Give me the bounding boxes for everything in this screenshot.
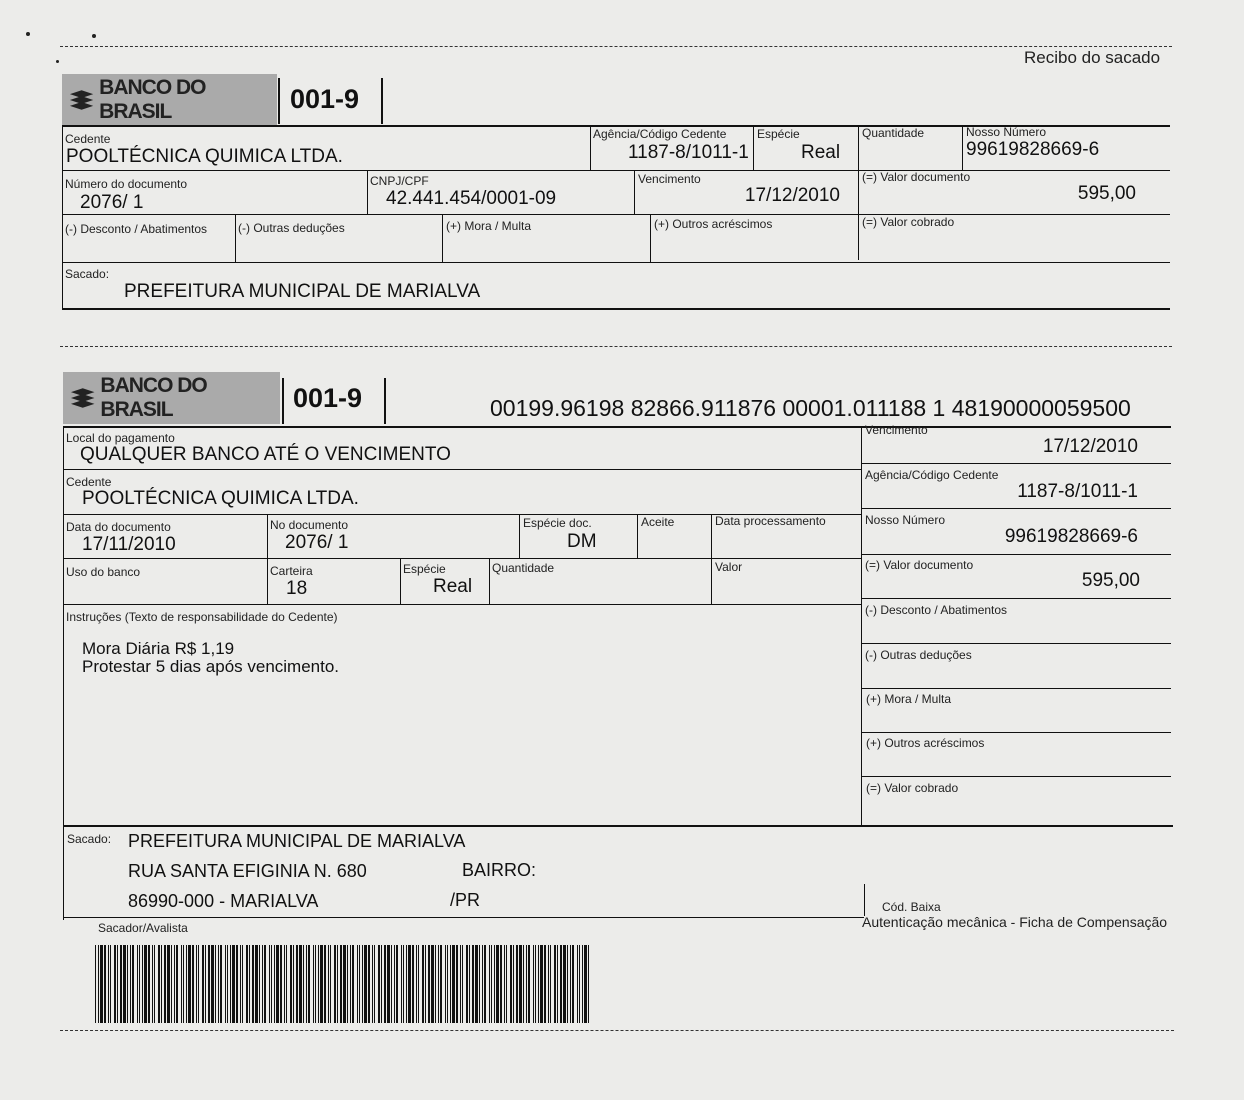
barcode-bar <box>579 945 580 1023</box>
label-cod-baixa: Cód. Baixa <box>882 900 941 914</box>
label-valor-cobrado: (=) Valor cobrado <box>862 215 955 229</box>
label-outras-deducoes-ficha: (-) Outras deduções <box>865 648 972 662</box>
barcode-bar <box>286 945 287 1023</box>
barcode-bar <box>570 945 571 1023</box>
barcode-bar <box>372 945 373 1023</box>
barcode-bar <box>318 945 319 1023</box>
barcode-bar <box>452 945 455 1023</box>
barcode-bar <box>403 945 404 1023</box>
label-cedente: Cedente <box>65 132 111 146</box>
barcode-bar <box>269 945 270 1023</box>
value-sacado-nome: PREFEITURA MUNICIPAL DE MARIALVA <box>128 831 466 851</box>
barcode-bar <box>108 945 109 1023</box>
barcode-bar <box>246 945 248 1023</box>
label-agencia-codigo: Agência/Código Cedente <box>593 127 727 141</box>
barcode-bar <box>350 945 351 1023</box>
label-especie: Espécie <box>757 127 800 141</box>
barcode-bar <box>104 945 106 1023</box>
barcode-bar <box>513 945 514 1023</box>
bank-code: 001-9 <box>293 383 363 413</box>
label-valor-documento: (=) Valor documento <box>862 170 971 184</box>
barcode-bar <box>252 945 254 1023</box>
barcode-bar <box>280 945 282 1023</box>
barcode-bar <box>406 945 407 1023</box>
value-sacado-uf: /PR <box>450 890 481 910</box>
label-outros-acrescimos: (+) Outros acréscimos <box>654 217 773 231</box>
value-cedente: POOLTÉCNICA QUIMICA LTDA. <box>66 146 343 167</box>
recibo-header-title: Recibo do sacado <box>1024 48 1161 67</box>
barcode-bar <box>510 945 512 1023</box>
barcode-bar <box>148 945 150 1023</box>
barcode-bar <box>588 945 589 1023</box>
barcode-bar <box>164 945 166 1023</box>
barcode-bar <box>299 945 302 1023</box>
barcode-bar <box>523 945 524 1023</box>
barcode-bar <box>391 945 392 1023</box>
barcode-bar <box>425 945 426 1023</box>
barcode-bar <box>174 945 175 1023</box>
barcode-bar <box>506 945 507 1023</box>
barcode-bar <box>293 945 294 1023</box>
barcode-bar <box>435 945 436 1023</box>
barcode-bar <box>100 945 103 1023</box>
barcode-bar <box>489 945 490 1023</box>
barcode-bar <box>447 945 448 1023</box>
barcode-bar <box>192 945 194 1023</box>
label-no-documento: No documento <box>270 518 349 532</box>
value-nosso-numero: 99619828669-6 <box>966 139 1100 160</box>
label-mora-multa: (+) Mora / Multa <box>446 219 532 233</box>
barcode-bar <box>428 945 430 1023</box>
barcode-bar <box>368 945 370 1023</box>
value-carteira: 18 <box>286 578 308 599</box>
banco-do-brasil-logo-icon <box>68 88 95 112</box>
barcode-bar <box>284 945 285 1023</box>
value-sacado-cidade: 86990-000 - MARIALVA <box>128 891 319 911</box>
barcode-bar <box>362 945 363 1023</box>
barcode-bar <box>560 945 562 1023</box>
barcode-bar <box>95 945 96 1023</box>
barcode-bar <box>240 945 241 1023</box>
barcode-bar <box>482 945 483 1023</box>
barcode-bar <box>496 945 499 1023</box>
barcode-bar <box>242 945 243 1023</box>
barcode-bar <box>271 945 272 1023</box>
value-valor-documento: 595,00 <box>1077 183 1136 204</box>
bank-logo-ficha <box>63 372 280 424</box>
barcode-bar <box>519 945 522 1023</box>
value-cnpj-cpf: 42.441.454/0001-09 <box>386 188 557 209</box>
label-desconto-ficha: (-) Desconto / Abatimentos <box>865 603 1008 617</box>
barcode-bar <box>114 945 116 1023</box>
label-mora-multa-ficha: (+) Mora / Multa <box>866 692 952 706</box>
label-data-documento: Data do documento <box>66 520 171 534</box>
label-carteira: Carteira <box>270 564 313 578</box>
barcode-bar <box>255 945 258 1023</box>
bank-logo <box>62 74 277 126</box>
barcode-bar <box>422 945 424 1023</box>
value-cedente-ficha: POOLTÉCNICA QUIMICA LTDA. <box>82 488 359 509</box>
barcode-bar <box>526 945 527 1023</box>
label-valor-cobrado-ficha: (=) Valor cobrado <box>866 781 959 795</box>
barcode-bar <box>567 945 568 1023</box>
linha-digitavel: 00199.96198 82866.911876 00001.011188 1 48190000059500 <box>490 395 1131 421</box>
barcode-bar <box>359 945 360 1023</box>
barcode-bar <box>220 945 222 1023</box>
barcode-bar <box>274 945 275 1023</box>
barcode-bar <box>479 945 480 1023</box>
value-especie: Real <box>801 142 841 163</box>
barcode-bar <box>264 945 266 1023</box>
barcode-bar <box>320 945 323 1023</box>
barcode-bar <box>364 945 367 1023</box>
label-outros-acrescimos-ficha: (+) Outros acréscimos <box>866 736 985 750</box>
barcode-bar <box>144 945 147 1023</box>
value-vencimento: 17/12/2010 <box>744 185 840 206</box>
value-bairro-label: BAIRRO: <box>462 860 537 880</box>
barcode-bar <box>408 945 411 1023</box>
barcode-bar <box>431 945 434 1023</box>
barcode-bar <box>500 945 502 1023</box>
barcode-bar <box>557 945 558 1023</box>
barcode-bar <box>475 945 478 1023</box>
barcode-bar <box>544 945 546 1023</box>
label-numero-documento: Número do documento <box>65 177 188 191</box>
bank-code: 001-9 <box>290 84 360 114</box>
label-local-pagamento: Local do pagamento <box>66 431 175 445</box>
label-uso-banco: Uso do banco <box>66 565 141 579</box>
barcode-bar <box>378 945 380 1023</box>
barcode-bar <box>516 945 518 1023</box>
barcode-bar <box>196 945 197 1023</box>
barcode-bar <box>535 945 536 1023</box>
cut-line-bottom <box>60 1030 1174 1031</box>
label-data-processamento: Data processamento <box>715 514 826 528</box>
barcode-bar <box>181 945 182 1023</box>
barcode-bar <box>202 945 204 1023</box>
banco-do-brasil-logo-icon <box>69 386 96 410</box>
barcode-bar <box>218 945 219 1023</box>
barcode-bar <box>445 945 446 1023</box>
label-especie-doc: Espécie doc. <box>523 516 592 530</box>
barcode-bar <box>548 945 549 1023</box>
barcode-bar <box>117 945 118 1023</box>
instrucao-mora-diaria: Mora Diária R$ 1,19 <box>82 639 235 658</box>
barcode-bar <box>484 945 486 1023</box>
value-agencia-codigo: 1187-8/1011-1 <box>628 142 749 163</box>
barcode-bar <box>466 945 468 1023</box>
barcode-bar <box>303 945 304 1023</box>
label-nosso-numero: Nosso Número <box>966 125 1047 139</box>
barcode-bar <box>110 945 111 1023</box>
barcode-bar <box>330 945 331 1023</box>
barcode-bar <box>401 945 402 1023</box>
barcode-bar <box>139 945 140 1023</box>
label-quantidade-ficha: Quantidade <box>492 561 555 575</box>
barcode-bar <box>384 945 386 1023</box>
barcode-bar <box>340 945 342 1023</box>
value-data-documento: 17/11/2010 <box>82 534 176 555</box>
barcode-bar <box>572 945 574 1023</box>
barcode-bar <box>137 945 138 1023</box>
barcode-bar <box>171 945 172 1023</box>
barcode-bar <box>347 945 348 1023</box>
barcode-bar <box>130 945 131 1023</box>
barcode-bar <box>412 945 414 1023</box>
barcode-bar <box>343 945 346 1023</box>
barcode-bar <box>456 945 458 1023</box>
barcode-bar <box>161 945 162 1023</box>
barcode-bar <box>211 945 214 1023</box>
barcode-bar <box>418 945 419 1023</box>
barcode-bar <box>186 945 187 1023</box>
barcode-bar <box>337 945 338 1023</box>
barcode-bar <box>396 945 398 1023</box>
barcode-bar <box>440 945 442 1023</box>
barcode-bar <box>540 945 543 1023</box>
barcode-bar <box>132 945 134 1023</box>
label-sacado: Sacado: <box>65 267 110 281</box>
barcode-bar <box>460 945 461 1023</box>
label-aceite: Aceite <box>641 515 675 529</box>
barcode-bar <box>416 945 417 1023</box>
barcode-bar <box>550 945 551 1023</box>
barcode-bar <box>472 945 474 1023</box>
label-nosso-numero-ficha: Nosso Número <box>865 513 946 527</box>
value-especie-doc: DM <box>567 531 597 552</box>
label-sacador-avalista: Sacador/Avalista <box>98 921 188 935</box>
label-valor-documento-ficha: (=) Valor documento <box>865 558 974 572</box>
barcode-bar <box>154 945 155 1023</box>
label-sacado-ficha: Sacado: <box>67 832 112 846</box>
barcode-bar <box>328 945 329 1023</box>
barcode-bar <box>249 945 250 1023</box>
barcode-bar <box>582 945 583 1023</box>
barcode-bar <box>533 945 534 1023</box>
barcode-bar <box>198 945 199 1023</box>
paper-speck <box>92 34 96 38</box>
barcode-bar <box>450 945 451 1023</box>
barcode-bar <box>387 945 390 1023</box>
barcode-bar <box>98 945 99 1023</box>
paper-speck <box>56 60 59 63</box>
barcode-bar <box>188 945 191 1023</box>
barcode-bar <box>538 945 539 1023</box>
label-quantidade: Quantidade <box>862 126 925 140</box>
barcode-bar <box>123 945 126 1023</box>
label-vencimento: Vencimento <box>638 172 701 186</box>
barcode-bar <box>469 945 470 1023</box>
barcode-bar <box>577 945 578 1023</box>
barcode-bar <box>528 945 530 1023</box>
label-agencia-codigo-ficha: Agência/Código Cedente <box>865 468 999 482</box>
barcode-bar <box>462 945 463 1023</box>
value-agencia-codigo-ficha: 1187-8/1011-1 <box>1017 481 1138 502</box>
barcode-bar <box>227 945 228 1023</box>
value-local-pagamento: QUALQUER BANCO ATÉ O VENCIMENTO <box>80 444 451 465</box>
barcode-bar <box>232 945 235 1023</box>
value-no-documento: 2076/ 1 <box>285 532 349 553</box>
value-sacado-endereco: RUA SANTA EFIGINIA N. 680 <box>128 861 367 881</box>
barcode-bar <box>491 945 492 1023</box>
label-instrucoes: Instruções (Texto de responsabilidade do Cedente) <box>66 610 338 624</box>
barcode-bar <box>308 945 310 1023</box>
barcode-bar <box>183 945 184 1023</box>
barcode-bar <box>236 945 238 1023</box>
barcode-bar <box>352 945 354 1023</box>
barcode-bar <box>584 945 587 1023</box>
barcode-bar <box>158 945 160 1023</box>
value-valor-documento-ficha: 595,00 <box>1081 570 1140 591</box>
barcode-bar <box>167 945 170 1023</box>
value-nosso-numero-ficha: 99619828669-6 <box>1004 526 1138 547</box>
value-vencimento-ficha: 17/12/2010 <box>1042 436 1138 457</box>
label-desconto: (-) Desconto / Abatimentos <box>65 222 208 236</box>
instrucao-protestar: Protestar 5 dias após vencimento. <box>82 657 340 676</box>
bank-name: BANCO DO BRASIL <box>100 374 207 421</box>
value-numero-documento: 2076/ 1 <box>80 192 144 213</box>
barcode-bar <box>296 945 298 1023</box>
barcode-bar <box>142 945 143 1023</box>
barcode-bar <box>315 945 316 1023</box>
barcode-bar <box>563 945 566 1023</box>
bank-name: BANCO DO BRASIL <box>99 76 206 123</box>
barcode-bar <box>208 945 210 1023</box>
barcode-bar <box>334 945 336 1023</box>
barcode-bar <box>324 945 326 1023</box>
barcode-bar <box>381 945 382 1023</box>
barcode-bar <box>306 945 307 1023</box>
cut-line-top <box>60 46 1172 47</box>
cut-line-middle <box>60 346 1172 347</box>
paper-speck <box>26 32 30 36</box>
label-cedente-ficha: Cedente <box>66 475 112 489</box>
label-autenticacao: Autenticação mecânica - Ficha de Compensação <box>862 914 1168 930</box>
label-especie-ficha: Espécie <box>403 562 446 576</box>
barcode-bar <box>374 945 375 1023</box>
barcode-bar <box>504 945 505 1023</box>
barcode-bar <box>127 945 128 1023</box>
barcode-bar <box>262 945 263 1023</box>
barcode-bar <box>494 945 495 1023</box>
barcode-bar <box>357 945 358 1023</box>
barcode-bar <box>230 945 231 1023</box>
value-sacado: PREFEITURA MUNICIPAL DE MARIALVA <box>124 281 481 302</box>
label-vencimento-ficha: Vencimento <box>865 423 928 437</box>
barcode-bar <box>259 945 260 1023</box>
barcode-bar <box>313 945 314 1023</box>
label-outras-deducoes: (-) Outras deduções <box>238 221 345 235</box>
barcode-bar <box>438 945 439 1023</box>
barcode <box>95 945 589 1023</box>
value-especie-ficha: Real <box>433 576 473 597</box>
barcode-bar <box>120 945 122 1023</box>
barcode-bar <box>394 945 395 1023</box>
barcode-bar <box>225 945 226 1023</box>
label-valor: Valor <box>715 560 743 574</box>
barcode-bar <box>152 945 153 1023</box>
barcode-bar <box>554 945 556 1023</box>
barcode-bar <box>290 945 292 1023</box>
label-cnpj-cpf: CNPJ/CPF <box>370 174 429 188</box>
barcode-bar <box>215 945 216 1023</box>
barcode-bar <box>276 945 279 1023</box>
barcode-bar <box>176 945 178 1023</box>
barcode-bar <box>205 945 206 1023</box>
